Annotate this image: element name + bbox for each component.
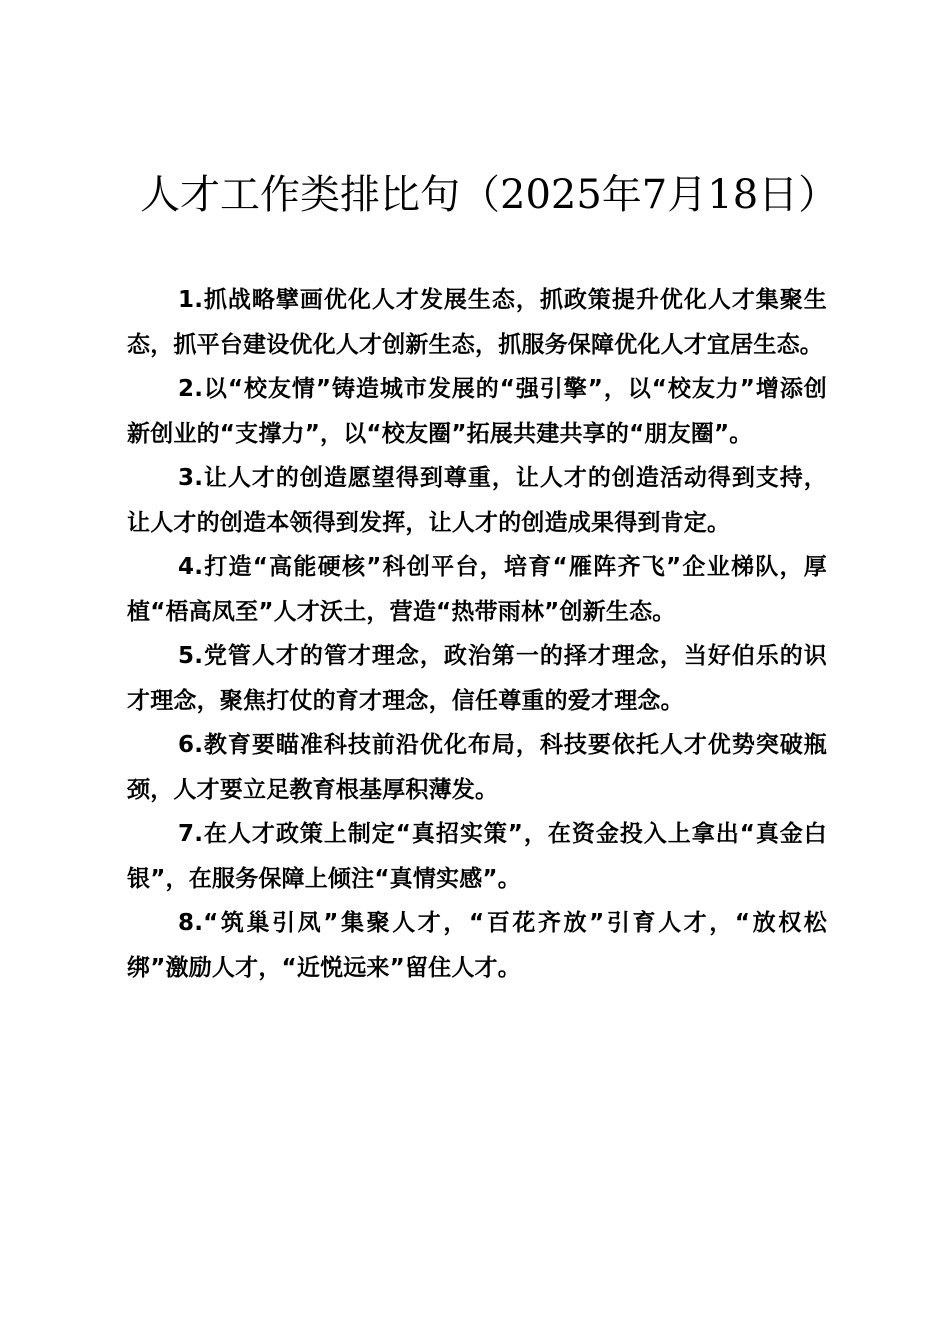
paragraph-5: 5.党管人才的管才理念，政治第一的择才理念，当好伯乐的识才理念，聚焦打仗的育才理念，信任尊重的爱才理念。 [127,643,827,714]
document-title: 人才工作类排比句（2025年7月18日） [140,172,839,218]
document-body [127,278,827,990]
paragraph-6: 6.教育要瞄准科技前沿优化布局，科技要依托人才优势突破瓶颈，人才要立足教育根基厚积薄发。 [127,732,827,803]
paragraph-2: 2.以“校友情”铸造城市发展的“强引擎”，以“校友力”增添创新创业的“支撑力”，以“校友圈”拓展共建共享的“朋友圈”。 [127,376,827,447]
paragraph-4: 4.打造“高能硬核”科创平台，培育“雁阵齐飞”企业梯队，厚植“梧高凤至”人才沃土，营造“热带雨林”创新生态。 [127,554,827,625]
paragraph-1: 1.抓战略擘画优化人才发展生态，抓政策提升优化人才集聚生态，抓平台建设优化人才创新生态，抓服务保障优化人才宜居生态。 [127,287,827,358]
paragraph-8: 8.“筑巢引凤”集聚人才，“百花齐放”引育人才，“放权松绑”激励人才，“近悦远来”留住人才。 [127,910,827,981]
paragraph-7: 7.在人才政策上制定“真招实策”，在资金投入上拿出“真金白银”，在服务保障上倾注“真情实感”。 [127,821,827,892]
paragraph-3: 3.让人才的创造愿望得到尊重，让人才的创造活动得到支持，让人才的创造本领得到发挥，让人才的创造成果得到肯定。 [127,465,827,536]
